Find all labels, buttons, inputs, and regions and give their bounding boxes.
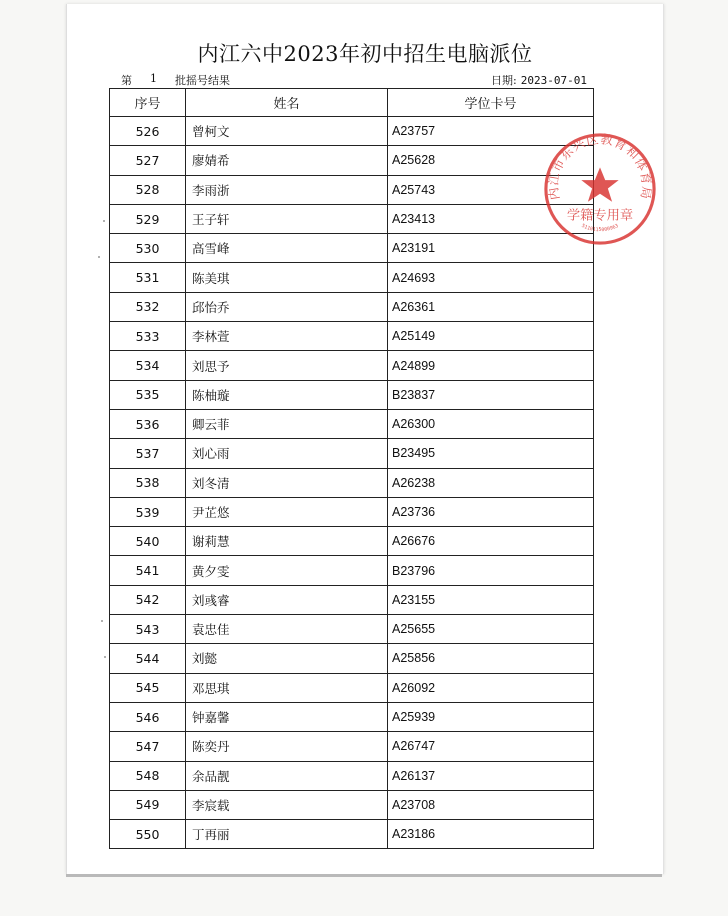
- cell-card: A26300: [388, 409, 594, 438]
- cell-card: A26361: [388, 292, 594, 321]
- cell-no: 528: [110, 175, 186, 204]
- table-row: [110, 702, 594, 731]
- cell-name: 袁忠佳: [186, 615, 388, 644]
- table-row: [110, 732, 594, 761]
- header-card: 学位卡号: [388, 89, 594, 117]
- table-row: [110, 761, 594, 790]
- date-label: 日期:: [491, 74, 517, 87]
- cell-card: A23736: [388, 497, 594, 526]
- table-row: [110, 263, 594, 292]
- cell-name: 邱怡乔: [186, 292, 388, 321]
- scan-speck: [104, 656, 106, 658]
- official-seal: [541, 130, 659, 248]
- cell-name: 余品靓: [186, 761, 388, 790]
- cell-no: 545: [110, 673, 186, 702]
- cell-card: A23413: [388, 204, 594, 233]
- date-value: 2023-07-01: [520, 74, 587, 87]
- header-name: 姓名: [186, 89, 388, 117]
- cell-name: 尹芷悠: [186, 497, 388, 526]
- table-row: [110, 409, 594, 438]
- cell-no: 532: [110, 292, 186, 321]
- table-row: [110, 322, 594, 351]
- cell-card: A23155: [388, 585, 594, 614]
- table-row: [110, 790, 594, 819]
- cell-name: 刘思予: [186, 351, 388, 380]
- cell-name: 陈柚璇: [186, 380, 388, 409]
- cell-no: 534: [110, 351, 186, 380]
- cell-name: 李雨浙: [186, 175, 388, 204]
- cell-card: A25743: [388, 175, 594, 204]
- cell-card: A24693: [388, 263, 594, 292]
- cell-card: A25856: [388, 644, 594, 673]
- cell-no: 540: [110, 527, 186, 556]
- cell-name: 李宸载: [186, 790, 388, 819]
- table-row: [110, 673, 594, 702]
- cell-card: A26137: [388, 761, 594, 790]
- table-row: [110, 117, 594, 146]
- cell-no: 537: [110, 439, 186, 468]
- cell-name: 丁再丽: [186, 820, 388, 849]
- table-row: [110, 585, 594, 614]
- cell-card: A23757: [388, 117, 594, 146]
- table-row: [110, 175, 594, 204]
- cell-card: A24899: [388, 351, 594, 380]
- cell-card: A25655: [388, 615, 594, 644]
- table-row: [110, 556, 594, 585]
- cell-card: A25939: [388, 702, 594, 731]
- cell-no: 529: [110, 204, 186, 233]
- cell-name: 钟嘉馨: [186, 702, 388, 731]
- cell-name: 陈美琪: [186, 263, 388, 292]
- table-row: [110, 234, 594, 263]
- batch-suffix: 批摇号结果: [175, 74, 230, 87]
- cell-card: A26676: [388, 527, 594, 556]
- cell-no: 549: [110, 790, 186, 819]
- cell-card: A25149: [388, 322, 594, 351]
- cell-card: A23708: [388, 790, 594, 819]
- star-icon: [581, 167, 618, 201]
- table-row: [110, 644, 594, 673]
- cell-no: 530: [110, 234, 186, 263]
- seal-ring-text: 内江市东兴区教育和体育局: [546, 132, 654, 201]
- cell-name: 刘彧睿: [186, 585, 388, 614]
- document-title: 内江六中2023年初中招生电脑派位: [197, 42, 533, 66]
- cell-no: 547: [110, 732, 186, 761]
- cell-no: 536: [110, 409, 186, 438]
- table-row: [110, 439, 594, 468]
- cell-name: 王子轩: [186, 204, 388, 233]
- cell-card: B23796: [388, 556, 594, 585]
- document-page: [66, 4, 664, 874]
- scan-speck: [98, 256, 100, 258]
- cell-name: 谢莉慧: [186, 527, 388, 556]
- cell-no: 539: [110, 497, 186, 526]
- batch-info: [121, 72, 230, 88]
- cell-name: 卿云菲: [186, 409, 388, 438]
- cell-no: 543: [110, 615, 186, 644]
- cell-card: A26238: [388, 468, 594, 497]
- cell-card: A26092: [388, 673, 594, 702]
- table-row: [110, 146, 594, 175]
- cell-no: 541: [110, 556, 186, 585]
- cell-no: 548: [110, 761, 186, 790]
- cell-name: 廖婧希: [186, 146, 388, 175]
- cell-name: 刘懿: [186, 644, 388, 673]
- table-header-row: [110, 89, 594, 117]
- cell-no: 531: [110, 263, 186, 292]
- results-table: [109, 88, 594, 849]
- cell-no: 526: [110, 117, 186, 146]
- date-info: [491, 72, 587, 88]
- cell-card: A26747: [388, 732, 594, 761]
- table-row: [110, 380, 594, 409]
- batch-label: 第: [121, 74, 132, 87]
- cell-name: 刘心雨: [186, 439, 388, 468]
- table-row: [110, 351, 594, 380]
- table-row: [110, 527, 594, 556]
- cell-card: A23191: [388, 234, 594, 263]
- header-no: 序号: [110, 89, 186, 117]
- cell-name: 高雪峰: [186, 234, 388, 263]
- table-row: [110, 204, 594, 233]
- cell-no: 533: [110, 322, 186, 351]
- seal-center-text: 学籍专用章: [566, 208, 634, 224]
- cell-name: 邓思琪: [186, 673, 388, 702]
- cell-name: 陈奕丹: [186, 732, 388, 761]
- cell-no: 535: [110, 380, 186, 409]
- cell-no: 538: [110, 468, 186, 497]
- cell-name: 曾柯文: [186, 117, 388, 146]
- cell-no: 542: [110, 585, 186, 614]
- seal-serial: 5110115000963: [580, 222, 620, 234]
- cell-name: 刘冬清: [186, 468, 388, 497]
- cell-card: B23495: [388, 439, 594, 468]
- scan-speck: [101, 620, 103, 622]
- scan-speck: [103, 220, 105, 222]
- table-row: [110, 497, 594, 526]
- cell-card: A25628: [388, 146, 594, 175]
- cell-no: 527: [110, 146, 186, 175]
- cell-no: 544: [110, 644, 186, 673]
- cell-name: 黄夕雯: [186, 556, 388, 585]
- cell-card: B23837: [388, 380, 594, 409]
- table-row: [110, 292, 594, 321]
- cell-no: 550: [110, 820, 186, 849]
- batch-number: 1: [150, 72, 157, 85]
- table-row: [110, 468, 594, 497]
- table-row: [110, 615, 594, 644]
- page-edge: [66, 874, 662, 877]
- cell-card: A23186: [388, 820, 594, 849]
- cell-no: 546: [110, 702, 186, 731]
- cell-name: 李林萱: [186, 322, 388, 351]
- table-row: [110, 820, 594, 849]
